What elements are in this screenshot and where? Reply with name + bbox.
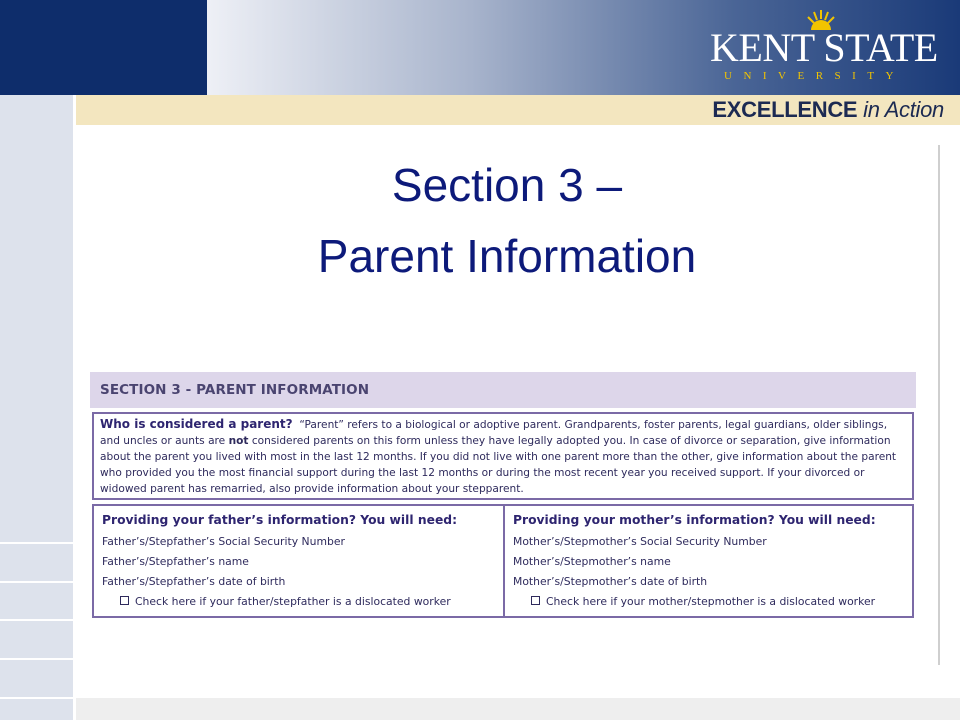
tagline-italic: in Action	[863, 97, 944, 122]
who-not: not	[228, 435, 249, 447]
mother-checkbox-label: Check here if your mother/stepmother is a dislocated worker	[546, 595, 876, 608]
logo-subtext: UNIVERSITY	[724, 70, 905, 82]
tagline-band	[76, 95, 960, 125]
father-item: Father’s/Stepfather’s Social Security Number	[102, 535, 345, 548]
slide-title-line1: Section 3 –	[391, 159, 623, 211]
mother-item: Mother’s/Stepmother’s name	[513, 555, 671, 568]
form-section-title: SECTION 3 - PARENT INFORMATION	[100, 382, 370, 398]
father-column	[94, 506, 505, 616]
father-checkbox-label: Check here if your father/stepfather is a dislocated worker	[135, 595, 451, 608]
mother-heading: Providing your mother’s information? You will need:	[513, 513, 876, 527]
who-is-parent-question: Who is considered a parent?	[100, 417, 293, 431]
who-part2: considered parents on this form unless they have legally adopted you. In case of divorce or separation, give information about the parent you lived with most in the last 12 months. If you did not live with one parent more than the other, give information about the parent who provided you the most financial support during the last 12 months or during the most recent year you received support. If your divorced or widowed parent has remarried, also provide information about your stepparent.	[100, 435, 897, 495]
father-heading: Providing your father’s information? You will need:	[102, 513, 458, 527]
sidebar-divider	[0, 658, 73, 660]
tagline	[712, 97, 944, 123]
kent-state-logo	[710, 10, 946, 84]
who-is-parent-box	[92, 412, 914, 500]
sidebar-divider	[0, 542, 73, 544]
footer-band	[76, 698, 960, 720]
father-dislocated-checkbox-row	[120, 595, 451, 608]
mother-dislocated-checkbox-row	[531, 595, 875, 608]
who-is-parent-text	[94, 414, 912, 497]
parent-requirements-box	[92, 504, 914, 618]
right-divider-line	[938, 145, 940, 665]
checkbox-icon	[531, 596, 540, 605]
logo-wordmark: KENT STATE	[710, 25, 938, 70]
father-item: Father’s/Stepfather’s date of birth	[102, 575, 286, 588]
tagline-bold: EXCELLENCE	[712, 97, 858, 122]
mother-column	[505, 506, 912, 616]
sidebar-divider	[0, 697, 73, 699]
header-gradient-band	[207, 0, 960, 95]
mother-item: Mother’s/Stepmother’s Social Security Number	[513, 535, 767, 548]
slide-title-line2: Parent Information	[317, 230, 697, 282]
sidebar-divider	[0, 619, 73, 621]
sidebar-divider	[0, 581, 73, 583]
left-sidebar	[0, 95, 76, 720]
fafsa-form-excerpt	[90, 372, 916, 618]
who-part1: “Parent” refers to a biological or adoptive parent. Grandparents, foster parents, legal guardians, older siblings, and uncles or aunts are	[100, 419, 888, 447]
mother-item: Mother’s/Stepmother’s date of birth	[513, 575, 708, 588]
father-item: Father’s/Stepfather’s name	[102, 555, 249, 568]
form-section-header	[90, 372, 916, 408]
checkbox-icon	[120, 596, 129, 605]
header-navy-block	[0, 0, 207, 95]
